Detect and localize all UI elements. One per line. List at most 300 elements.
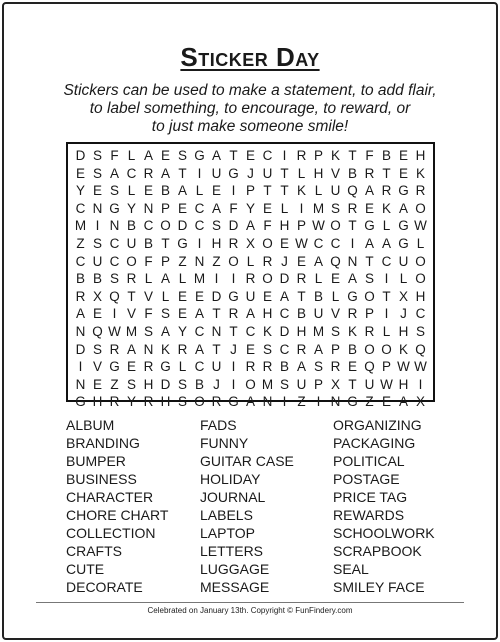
grid-letter[interactable]: T: [127, 288, 136, 304]
grid-letter[interactable]: D: [75, 148, 86, 163]
grid-letter[interactable]: R: [211, 394, 222, 410]
grid-letter[interactable]: B: [143, 235, 153, 251]
grid-letter[interactable]: E: [296, 253, 306, 269]
grid-letter[interactable]: A: [381, 235, 391, 251]
grid-letter[interactable]: K: [415, 165, 425, 181]
grid-letter[interactable]: G: [177, 235, 188, 251]
grid-letter[interactable]: I: [197, 235, 202, 251]
grid-letter[interactable]: A: [194, 341, 204, 357]
grid-letter[interactable]: Z: [110, 376, 119, 392]
grid-letter[interactable]: E: [92, 376, 102, 392]
grid-letter[interactable]: B: [347, 165, 357, 181]
grid-letter[interactable]: R: [109, 341, 120, 357]
grid-letter[interactable]: I: [350, 235, 355, 251]
grid-letter[interactable]: O: [415, 271, 426, 287]
grid-letter[interactable]: L: [178, 271, 187, 287]
grid-letter[interactable]: D: [279, 271, 290, 287]
grid-letter[interactable]: C: [126, 165, 137, 181]
grid-letter[interactable]: H: [279, 218, 290, 234]
grid-letter[interactable]: Z: [297, 394, 306, 410]
grid-letter[interactable]: Z: [178, 253, 187, 269]
grid-letter[interactable]: Y: [177, 323, 187, 339]
grid-letter[interactable]: A: [364, 235, 374, 251]
grid-letter[interactable]: O: [160, 218, 171, 234]
grid-letter[interactable]: V: [330, 306, 340, 322]
grid-letter[interactable]: R: [75, 288, 86, 304]
grid-letter[interactable]: I: [316, 394, 321, 410]
grid-letter[interactable]: W: [380, 376, 393, 392]
grid-letter[interactable]: U: [211, 165, 222, 181]
grid-letter[interactable]: L: [382, 218, 391, 234]
grid-letter[interactable]: S: [92, 341, 102, 357]
grid-letter[interactable]: Y: [75, 183, 85, 199]
grid-letter[interactable]: B: [313, 288, 323, 304]
grid-letter[interactable]: N: [143, 200, 154, 216]
grid-letter[interactable]: Z: [212, 253, 221, 269]
grid-letter[interactable]: L: [280, 200, 289, 216]
grid-letter[interactable]: E: [381, 394, 391, 410]
grid-letter[interactable]: C: [313, 235, 324, 251]
grid-letter[interactable]: T: [280, 165, 289, 181]
grid-letter[interactable]: A: [313, 341, 323, 357]
grid-letter[interactable]: S: [92, 165, 102, 181]
grid-letter[interactable]: R: [296, 271, 307, 287]
grid-letter[interactable]: O: [330, 218, 341, 234]
grid-letter[interactable]: L: [314, 183, 323, 199]
grid-letter[interactable]: R: [262, 359, 273, 375]
grid-letter[interactable]: J: [230, 341, 237, 357]
grid-letter[interactable]: R: [364, 323, 375, 339]
grid-letter[interactable]: P: [160, 253, 170, 269]
grid-letter[interactable]: S: [177, 394, 187, 410]
grid-letter[interactable]: I: [231, 183, 236, 199]
grid-letter[interactable]: N: [92, 200, 103, 216]
grid-letter[interactable]: E: [364, 200, 374, 216]
grid-letter[interactable]: R: [245, 359, 256, 375]
grid-letter[interactable]: R: [296, 341, 307, 357]
grid-letter[interactable]: R: [126, 271, 137, 287]
grid-letter[interactable]: R: [415, 183, 426, 199]
grid-letter[interactable]: E: [262, 200, 272, 216]
grid-letter[interactable]: A: [347, 271, 357, 287]
grid-letter[interactable]: J: [281, 253, 288, 269]
grid-letter[interactable]: G: [347, 288, 358, 304]
grid-letter[interactable]: P: [364, 306, 374, 322]
grid-letter[interactable]: O: [381, 341, 392, 357]
grid-letter[interactable]: U: [364, 376, 375, 392]
grid-letter[interactable]: L: [161, 288, 170, 304]
grid-letter[interactable]: Q: [364, 359, 375, 375]
grid-letter[interactable]: E: [194, 288, 204, 304]
grid-letter[interactable]: L: [331, 288, 340, 304]
grid-letter[interactable]: T: [348, 148, 357, 163]
grid-letter[interactable]: Q: [92, 323, 103, 339]
grid-letter[interactable]: I: [299, 200, 304, 216]
grid-letter[interactable]: B: [296, 306, 306, 322]
grid-letter[interactable]: R: [347, 200, 358, 216]
grid-letter[interactable]: N: [347, 253, 358, 269]
grid-letter[interactable]: T: [348, 376, 357, 392]
grid-letter[interactable]: F: [144, 306, 153, 322]
grid-letter[interactable]: R: [364, 165, 375, 181]
grid-letter[interactable]: L: [127, 183, 136, 199]
grid-letter[interactable]: H: [211, 235, 222, 251]
grid-letter[interactable]: X: [330, 376, 340, 392]
grid-letter[interactable]: K: [398, 341, 408, 357]
grid-letter[interactable]: A: [160, 271, 170, 287]
grid-letter[interactable]: K: [296, 183, 306, 199]
grid-letter[interactable]: A: [194, 306, 204, 322]
grid-letter[interactable]: L: [178, 359, 187, 375]
grid-letter[interactable]: U: [245, 288, 256, 304]
grid-letter[interactable]: L: [314, 271, 323, 287]
grid-letter[interactable]: R: [347, 306, 358, 322]
grid-letter[interactable]: W: [414, 359, 427, 375]
grid-letter[interactable]: S: [109, 271, 119, 287]
grid-letter[interactable]: H: [92, 394, 103, 410]
grid-letter[interactable]: C: [279, 306, 290, 322]
grid-letter[interactable]: C: [143, 218, 154, 234]
grid-letter[interactable]: O: [262, 235, 273, 251]
grid-letter[interactable]: L: [297, 165, 306, 181]
grid-letter[interactable]: J: [247, 165, 254, 181]
grid-letter[interactable]: I: [231, 359, 236, 375]
grid-letter[interactable]: E: [143, 183, 153, 199]
grid-letter[interactable]: L: [246, 253, 255, 269]
grid-letter[interactable]: G: [109, 359, 120, 375]
grid-letter[interactable]: A: [160, 323, 170, 339]
grid-letter[interactable]: H: [262, 306, 273, 322]
grid-letter[interactable]: R: [245, 271, 256, 287]
grid-letter[interactable]: C: [245, 323, 256, 339]
grid-letter[interactable]: B: [194, 376, 204, 392]
grid-letter[interactable]: H: [143, 376, 154, 392]
grid-letter[interactable]: B: [279, 359, 289, 375]
grid-letter[interactable]: C: [109, 235, 120, 251]
grid-letter[interactable]: G: [398, 183, 409, 199]
grid-letter[interactable]: D: [279, 323, 290, 339]
grid-letter[interactable]: D: [160, 376, 171, 392]
grid-letter[interactable]: S: [330, 323, 340, 339]
grid-letter[interactable]: Y: [245, 200, 255, 216]
grid-letter[interactable]: L: [195, 183, 204, 199]
grid-letter[interactable]: U: [330, 183, 341, 199]
grid-letter[interactable]: C: [330, 235, 341, 251]
grid-letter[interactable]: N: [262, 394, 273, 410]
grid-letter[interactable]: S: [415, 323, 425, 339]
grid-letter[interactable]: S: [279, 376, 289, 392]
grid-letter[interactable]: T: [382, 165, 391, 181]
grid-letter[interactable]: T: [297, 288, 306, 304]
grid-letter[interactable]: T: [280, 183, 289, 199]
grid-letter[interactable]: R: [177, 341, 188, 357]
grid-letter[interactable]: R: [109, 394, 120, 410]
grid-letter[interactable]: E: [75, 165, 85, 181]
grid-letter[interactable]: R: [330, 359, 341, 375]
grid-letter[interactable]: T: [229, 148, 238, 163]
grid-letter[interactable]: O: [415, 200, 426, 216]
grid-letter[interactable]: R: [143, 359, 154, 375]
grid-letter[interactable]: E: [398, 165, 408, 181]
grid-letter[interactable]: V: [330, 165, 340, 181]
grid-letter[interactable]: M: [193, 271, 206, 287]
grid-letter[interactable]: A: [245, 306, 255, 322]
grid-letter[interactable]: D: [177, 218, 188, 234]
grid-letter[interactable]: Z: [76, 235, 85, 251]
grid-letter[interactable]: N: [211, 323, 222, 339]
grid-letter[interactable]: G: [160, 359, 171, 375]
grid-letter[interactable]: E: [177, 200, 187, 216]
grid-letter[interactable]: C: [279, 341, 290, 357]
grid-letter[interactable]: B: [126, 218, 136, 234]
grid-letter[interactable]: A: [313, 253, 323, 269]
grid-letter[interactable]: B: [160, 183, 170, 199]
grid-letter[interactable]: A: [143, 148, 153, 163]
grid-letter[interactable]: T: [382, 288, 391, 304]
grid-letter[interactable]: U: [296, 376, 307, 392]
grid-letter[interactable]: P: [313, 148, 323, 163]
grid-letter[interactable]: C: [75, 200, 86, 216]
grid-letter[interactable]: U: [313, 306, 324, 322]
grid-letter[interactable]: I: [95, 218, 100, 234]
grid-letter[interactable]: Q: [109, 288, 120, 304]
grid-letter[interactable]: G: [75, 394, 86, 410]
grid-letter[interactable]: O: [126, 253, 137, 269]
grid-letter[interactable]: S: [143, 323, 153, 339]
grid-letter[interactable]: S: [92, 148, 102, 163]
grid-letter[interactable]: T: [263, 183, 272, 199]
grid-letter[interactable]: A: [398, 200, 408, 216]
grid-letter[interactable]: Z: [365, 394, 374, 410]
grid-letter[interactable]: X: [398, 288, 408, 304]
grid-letter[interactable]: I: [282, 148, 287, 163]
grid-letter[interactable]: S: [126, 376, 136, 392]
grid-letter[interactable]: A: [211, 200, 221, 216]
grid-letter[interactable]: N: [109, 218, 120, 234]
grid-letter[interactable]: G: [398, 235, 409, 251]
grid-letter[interactable]: T: [212, 306, 221, 322]
grid-letter[interactable]: H: [398, 323, 409, 339]
grid-letter[interactable]: E: [177, 288, 187, 304]
grid-letter[interactable]: W: [295, 235, 308, 251]
grid-letter[interactable]: H: [160, 394, 171, 410]
grid-letter[interactable]: W: [108, 323, 121, 339]
grid-letter[interactable]: H: [313, 165, 324, 181]
grid-letter[interactable]: C: [381, 253, 392, 269]
grid-letter[interactable]: A: [126, 341, 136, 357]
grid-letter[interactable]: M: [125, 323, 138, 339]
grid-letter[interactable]: T: [348, 218, 357, 234]
grid-letter[interactable]: I: [197, 165, 202, 181]
grid-letter[interactable]: D: [228, 218, 239, 234]
grid-letter[interactable]: A: [75, 306, 85, 322]
grid-letter[interactable]: L: [416, 235, 425, 251]
grid-letter[interactable]: T: [161, 235, 170, 251]
grid-letter[interactable]: D: [75, 341, 86, 357]
grid-letter[interactable]: C: [194, 200, 205, 216]
grid-letter[interactable]: K: [347, 323, 357, 339]
grid-letter[interactable]: B: [75, 271, 85, 287]
grid-letter[interactable]: S: [92, 235, 102, 251]
grid-letter[interactable]: A: [109, 165, 119, 181]
grid-letter[interactable]: N: [75, 323, 86, 339]
grid-letter[interactable]: G: [347, 394, 358, 410]
grid-letter[interactable]: P: [245, 183, 255, 199]
grid-letter[interactable]: I: [418, 376, 423, 392]
grid-letter[interactable]: O: [245, 376, 256, 392]
grid-letter[interactable]: S: [109, 183, 119, 199]
grid-letter[interactable]: R: [262, 253, 273, 269]
grid-letter[interactable]: I: [78, 359, 83, 375]
grid-letter[interactable]: X: [92, 288, 102, 304]
grid-letter[interactable]: C: [262, 148, 273, 163]
grid-letter[interactable]: I: [231, 376, 236, 392]
grid-letter[interactable]: S: [262, 341, 272, 357]
grid-letter[interactable]: A: [177, 183, 187, 199]
grid-letter[interactable]: E: [245, 148, 255, 163]
grid-letter[interactable]: G: [194, 148, 205, 163]
grid-letter[interactable]: V: [126, 306, 136, 322]
grid-letter[interactable]: P: [330, 341, 340, 357]
grid-letter[interactable]: A: [160, 165, 170, 181]
grid-letter[interactable]: E: [245, 341, 255, 357]
grid-letter[interactable]: G: [228, 165, 239, 181]
grid-letter[interactable]: R: [228, 235, 239, 251]
grid-letter[interactable]: J: [213, 376, 220, 392]
grid-letter[interactable]: E: [126, 359, 136, 375]
grid-letter[interactable]: I: [384, 271, 389, 287]
grid-letter[interactable]: L: [127, 148, 136, 163]
grid-letter[interactable]: O: [364, 341, 375, 357]
grid-letter[interactable]: X: [415, 394, 425, 410]
grid-letter[interactable]: P: [313, 376, 323, 392]
grid-letter[interactable]: F: [263, 218, 272, 234]
grid-letter[interactable]: Q: [330, 253, 341, 269]
grid-letter[interactable]: I: [112, 306, 117, 322]
grid-letter[interactable]: G: [364, 218, 375, 234]
grid-letter[interactable]: A: [364, 183, 374, 199]
grid-letter[interactable]: E: [262, 288, 272, 304]
grid-letter[interactable]: G: [228, 394, 239, 410]
grid-letter[interactable]: M: [74, 218, 87, 234]
grid-letter[interactable]: O: [415, 253, 426, 269]
grid-letter[interactable]: A: [211, 148, 221, 163]
grid-letter[interactable]: N: [330, 394, 341, 410]
grid-letter[interactable]: H: [415, 288, 426, 304]
grid-letter[interactable]: M: [312, 323, 325, 339]
grid-letter[interactable]: B: [92, 271, 102, 287]
grid-letter[interactable]: A: [279, 288, 289, 304]
grid-letter[interactable]: C: [194, 359, 205, 375]
grid-letter[interactable]: T: [229, 323, 238, 339]
grid-letter[interactable]: W: [312, 218, 325, 234]
grid-letter[interactable]: K: [262, 323, 272, 339]
grid-letter[interactable]: R: [143, 394, 154, 410]
grid-letter[interactable]: L: [382, 323, 391, 339]
grid-letter[interactable]: S: [177, 148, 187, 163]
grid-letter[interactable]: A: [245, 218, 255, 234]
grid-letter[interactable]: G: [398, 218, 409, 234]
grid-letter[interactable]: I: [214, 271, 219, 287]
grid-letter[interactable]: F: [229, 200, 238, 216]
grid-letter[interactable]: C: [194, 323, 205, 339]
grid-letter[interactable]: S: [211, 218, 221, 234]
grid-letter[interactable]: C: [109, 253, 120, 269]
grid-letter[interactable]: R: [228, 306, 239, 322]
grid-letter[interactable]: E: [92, 306, 102, 322]
grid-letter[interactable]: Q: [415, 341, 426, 357]
grid-letter[interactable]: A: [296, 359, 306, 375]
grid-letter[interactable]: Y: [126, 394, 136, 410]
grid-letter[interactable]: U: [126, 235, 137, 251]
grid-letter[interactable]: T: [365, 253, 374, 269]
grid-letter[interactable]: A: [398, 394, 408, 410]
grid-letter[interactable]: O: [364, 288, 375, 304]
grid-letter[interactable]: V: [143, 288, 153, 304]
grid-letter[interactable]: E: [160, 148, 170, 163]
grid-letter[interactable]: E: [92, 183, 102, 199]
grid-letter[interactable]: E: [330, 271, 340, 287]
grid-letter[interactable]: C: [415, 306, 426, 322]
grid-letter[interactable]: W: [414, 218, 427, 234]
grid-letter[interactable]: R: [143, 165, 154, 181]
grid-letter[interactable]: I: [231, 271, 236, 287]
grid-letter[interactable]: Q: [347, 183, 358, 199]
grid-letter[interactable]: N: [194, 253, 205, 269]
grid-letter[interactable]: L: [144, 271, 153, 287]
grid-letter[interactable]: K: [381, 200, 391, 216]
grid-letter[interactable]: K: [160, 341, 170, 357]
grid-letter[interactable]: E: [177, 306, 187, 322]
grid-letter[interactable]: D: [211, 288, 222, 304]
grid-letter[interactable]: H: [398, 376, 409, 392]
grid-letter[interactable]: N: [75, 376, 86, 392]
grid-letter[interactable]: M: [312, 200, 325, 216]
grid-letter[interactable]: P: [160, 200, 170, 216]
grid-letter[interactable]: K: [330, 148, 340, 163]
grid-letter[interactable]: F: [144, 253, 153, 269]
grid-letter[interactable]: P: [381, 359, 391, 375]
grid-letter[interactable]: W: [397, 359, 410, 375]
grid-letter[interactable]: O: [228, 253, 239, 269]
grid-letter[interactable]: F: [365, 148, 374, 163]
grid-letter[interactable]: E: [398, 148, 408, 163]
grid-letter[interactable]: B: [381, 148, 391, 163]
grid-letter[interactable]: C: [75, 253, 86, 269]
grid-letter[interactable]: G: [228, 288, 239, 304]
grid-letter[interactable]: O: [194, 394, 205, 410]
grid-letter[interactable]: B: [347, 341, 357, 357]
grid-letter[interactable]: U: [398, 253, 409, 269]
grid-letter[interactable]: Y: [126, 200, 136, 216]
grid-letter[interactable]: E: [279, 235, 289, 251]
grid-letter[interactable]: E: [347, 359, 357, 375]
grid-letter[interactable]: J: [400, 306, 407, 322]
grid-letter[interactable]: L: [399, 271, 408, 287]
grid-letter[interactable]: S: [364, 271, 374, 287]
grid-letter[interactable]: S: [177, 376, 187, 392]
grid-letter[interactable]: T: [212, 341, 221, 357]
grid-letter[interactable]: M: [261, 376, 274, 392]
grid-letter[interactable]: E: [211, 183, 221, 199]
grid-letter[interactable]: R: [381, 183, 392, 199]
grid-letter[interactable]: S: [160, 306, 170, 322]
grid-letter[interactable]: A: [245, 394, 255, 410]
grid-letter[interactable]: N: [143, 341, 154, 357]
grid-letter[interactable]: H: [296, 323, 307, 339]
grid-letter[interactable]: T: [178, 165, 187, 181]
grid-letter[interactable]: U: [262, 165, 273, 181]
